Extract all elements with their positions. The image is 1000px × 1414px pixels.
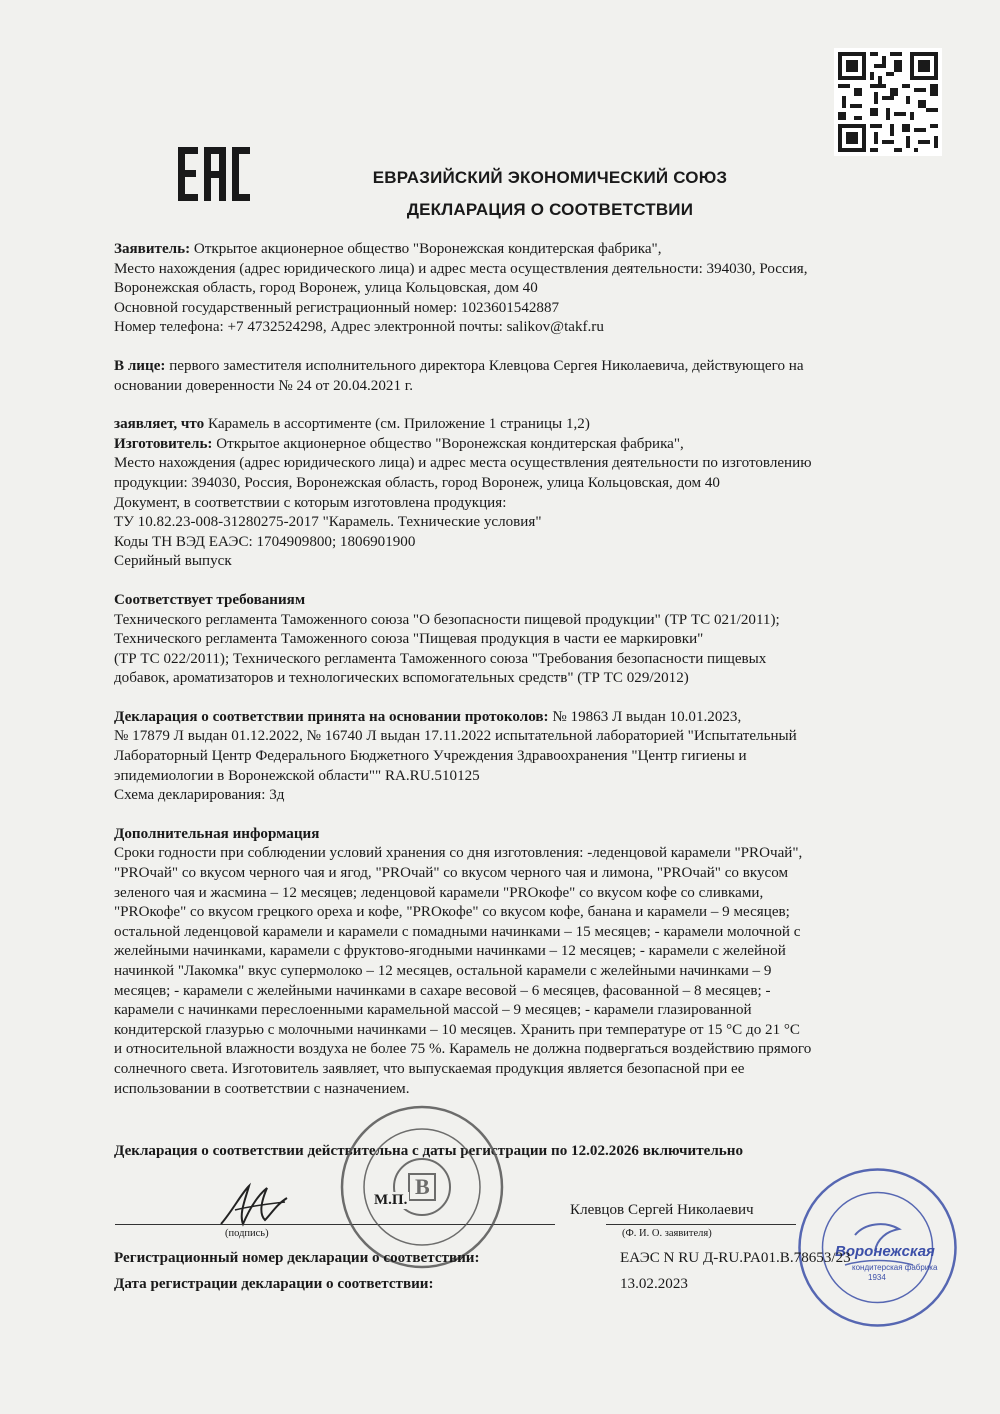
registration-number-label: Регистрационный номер декларации о соответствии: bbox=[114, 1250, 480, 1266]
person-text: первого заместителя исполнительного директора Клевцова Сергея Николаевича, действующего на bbox=[165, 357, 804, 374]
registration-number: ЕАЭС N RU Д-RU.PA01.B.78653/23 bbox=[620, 1250, 851, 1266]
manufacturer-tu: ТУ 10.82.23-008-31280275-2017 "Карамель. Технические условия" bbox=[114, 514, 542, 531]
additional-label: Дополнительная информация bbox=[114, 825, 320, 842]
compliance-label: Соответствует требованиям bbox=[114, 591, 306, 608]
additional-line: солнечного света. Изготовитель заявляет, что выпускаемая продукция является безопасной при ее bbox=[114, 1060, 745, 1077]
svg-text:B: B bbox=[415, 1174, 430, 1199]
applicant-label: Заявитель: bbox=[114, 241, 191, 257]
manufacturer-address-1: Место нахождения (адрес юридического лица) и адрес места осуществления деятельности по изготовлению bbox=[114, 455, 812, 472]
basis-scheme: Схема декларирования: 3д bbox=[114, 787, 285, 804]
qr-code bbox=[834, 48, 942, 156]
manufacturer-line-1 bbox=[114, 435, 939, 455]
additional-line: и относительной влажности воздуха не более 75 %. Карамель не должна подвергаться воздействию прямого bbox=[114, 1041, 812, 1058]
registration-date: 13.02.2023 bbox=[620, 1276, 688, 1292]
applicant-name: Открытое акционерное общество "Воронежская кондитерская фабрика", bbox=[190, 241, 662, 257]
additional-line: месяцев; - карамели с желейными начинками в сахаре весовой – 6 месяцев, фасованной – 8 месяцев; - bbox=[114, 982, 771, 999]
stamp-mp-label: М.П. bbox=[374, 1192, 408, 1208]
manufacturer-serial: Серийный выпуск bbox=[114, 553, 232, 570]
union-heading: ЕВРАЗИЙСКИЙ ЭКОНОМИЧЕСКИЙ СОЮЗ bbox=[372, 168, 728, 187]
applicant-line-1 bbox=[114, 240, 939, 260]
additional-line: Сроки годности при соблюдении условий хранения со дня изготовления: -леденцовой карамели "PROчай", bbox=[114, 845, 803, 862]
manufacturer-name: Открытое акционерное общество "Воронежская кондитерская фабрика", bbox=[212, 435, 684, 452]
compliance-line-2: Технического регламента Таможенного союза "Пищевая продукция в части ее маркировки" bbox=[114, 631, 704, 648]
person-line-1 bbox=[114, 357, 939, 377]
manufacturer-codes: Коды ТН ВЭД ЕАЭС: 1704909800; 1806901900 bbox=[114, 533, 416, 550]
basis-label: Декларация о соответствии принята на основании протоколов: bbox=[114, 708, 549, 725]
document-title: ДЕКЛАРАЦИЯ О СООТВЕТСТВИИ bbox=[406, 200, 694, 219]
company-stamp-year: 1934 bbox=[868, 1273, 886, 1282]
basis-protocol: № 19863 Л выдан 10.01.2023, bbox=[548, 708, 742, 725]
name-caption: (Ф. И. О. заявителя) bbox=[622, 1228, 712, 1239]
additional-text bbox=[114, 844, 939, 1099]
additional-line: зеленого чая и жасмина – 12 месяцев; леденцовой карамели "PROкофе" со вкусом кофе со сливками, bbox=[114, 884, 764, 901]
manufacturer-label: Изготовитель: bbox=[114, 435, 213, 452]
round-stamp-gray bbox=[337, 1102, 507, 1272]
applicant-address-2: Воронежская область, город Воронеж, улица Кольцовская, дом 40 bbox=[114, 280, 538, 297]
applicant-contacts: Номер телефона: +7 4732524298, Адрес электронной почты: salikov@takf.ru bbox=[114, 319, 604, 336]
compliance-line-4: добавок, ароматизаторов и технологических вспомогательных средств" (ТР ТС 029/2012) bbox=[114, 670, 689, 687]
company-stamp-brand: Воронежская bbox=[835, 1243, 935, 1260]
person-label: В лице: bbox=[114, 357, 166, 374]
declares-line bbox=[114, 415, 939, 435]
basis-line-4: эпидемиологии в Воронежской области"" RA.RU.510125 bbox=[114, 767, 480, 784]
additional-line: карамели с начинками переслоенными карамельной массой – 9 месяцев; - карамели глазированной bbox=[114, 1002, 752, 1019]
basis-line-3: Лабораторный Центр Федерального Бюджетного Учреждения Здравоохранения "Центр гигиены и bbox=[114, 748, 747, 765]
validity-statement: Декларация о соответствии действительна с даты регистрации по 12.02.2026 включительно bbox=[114, 1143, 744, 1159]
signature-caption: (подпись) bbox=[225, 1228, 269, 1239]
applicant-ogrn: Основной государственный регистрационный номер: 1023601542887 bbox=[114, 299, 560, 316]
signatory-name: Клевцов Сергей Николаевич bbox=[570, 1202, 754, 1218]
additional-line: кондитерской глазурью с молочными начинками – 10 месяцев. Хранить при температуре от 15 °С до 21 °С bbox=[114, 1021, 800, 1038]
basis-line-2: № 17879 Л выдан 01.12.2022, № 16740 Л выдан 17.11.2022 испытательной лабораторией "Испытательный bbox=[114, 728, 797, 745]
applicant-address-1: Место нахождения (адрес юридического лица) и адрес места осуществления деятельности: 394030, Россия, bbox=[114, 260, 808, 277]
compliance-line-3: (ТР ТС 022/2011); Технического регламента Таможенного союза "Требования безопасности пищевых bbox=[114, 650, 767, 667]
registration-date-label: Дата регистрации декларации о соответствии: bbox=[114, 1276, 434, 1292]
company-stamp-sub: кондитерская фабрика bbox=[852, 1263, 938, 1272]
declares-label: заявляет, что bbox=[114, 416, 205, 433]
person-line-2: основании доверенности № 24 от 20.04.2021 г. bbox=[114, 377, 414, 394]
compliance-line-1: Технического регламента Таможенного союза "О безопасности пищевой продукции" (ТР ТС 021/2011); bbox=[114, 611, 780, 628]
additional-line: "PROкофе" со вкусом грецкого ореха и кофе, "PROкофе" со вкусом кофе, банана и карамели – 9 месяцев; bbox=[114, 904, 790, 921]
name-line bbox=[606, 1224, 796, 1225]
additional-line: начинкой "Лакомка" вкус супермолоко – 12 месяцев, остальной карамели с желейными начинками – 9 bbox=[114, 963, 772, 979]
additional-line: желейными начинками, карамели с фруктово-ягодными начинками – 12 месяцев; - карамели с желейной bbox=[114, 943, 786, 960]
basis-line-1 bbox=[114, 708, 939, 728]
handwritten-signature bbox=[215, 1180, 295, 1230]
manufacturer-doc-label: Документ, в соответствии с которым изготовлена продукция: bbox=[114, 494, 507, 511]
additional-line: "PROчай" со вкусом черного чая и ягод, "PROчай" со вкусом черного чая и лимона, "PROчай" со вкусом bbox=[114, 865, 789, 882]
declaration-body bbox=[114, 240, 939, 1099]
additional-line: остальной леденцовой карамели и карамели с помадными начинками – 15 месяцев; - карамели молочной с bbox=[114, 923, 801, 940]
additional-line: использовании в соответствии с назначением. bbox=[114, 1080, 410, 1097]
manufacturer-address-2: продукции: 394030, Россия, Воронежская область, город Воронеж, улица Кольцовская, дом 40 bbox=[114, 474, 720, 491]
product-name: Карамель в ассортименте (см. Приложение 1 страницы 1,2) bbox=[204, 416, 590, 433]
